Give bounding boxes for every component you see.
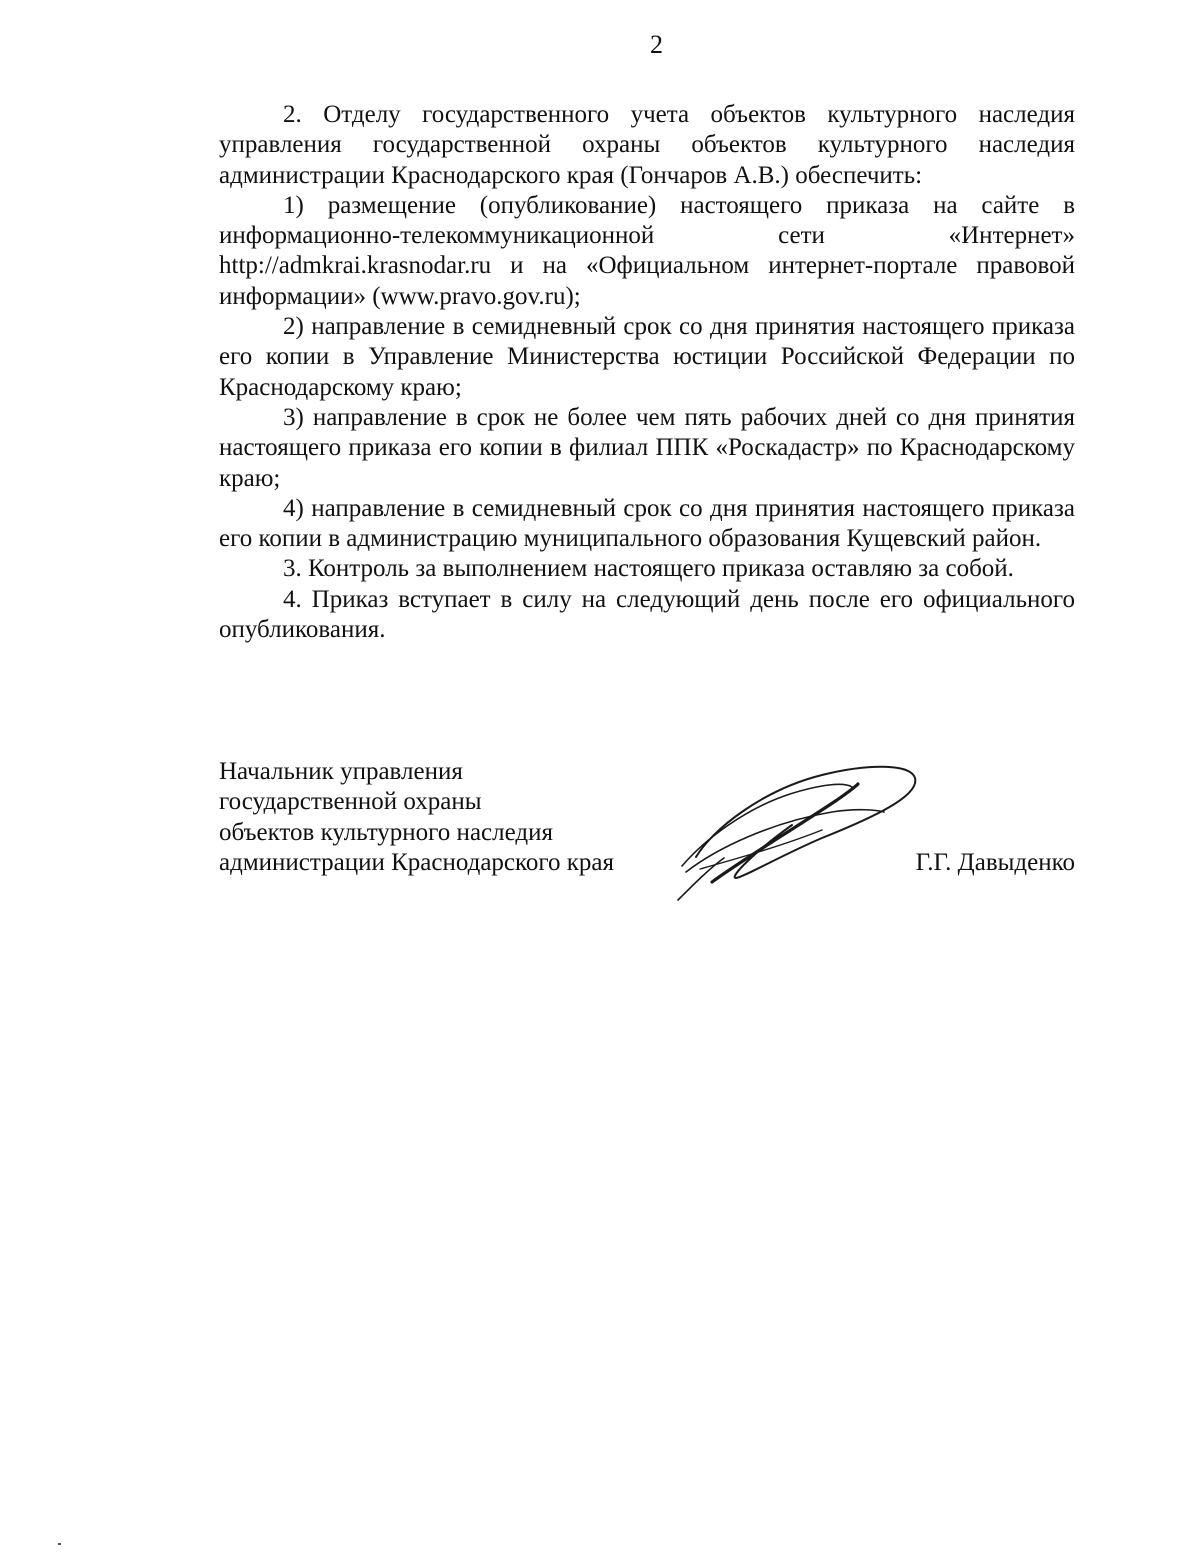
page-number: 2	[650, 30, 663, 59]
paragraph-item-2: 2. Отделу государственного учета объектов культурного наследия управления государственной охраны объектов культурного наследия администрации Краснодарского края (Гончаров А.В.) обеспечить:	[219, 101, 1075, 189]
paragraph-subitem-4: 4) направление в семидневный срок со дня принятия настоящего приказа его копии в администрацию муниципального образования Кущевский район.	[219, 494, 1075, 553]
signatory-title-line: администрации Краснодарского края	[219, 848, 615, 876]
signatory-title-line: Начальник управления	[219, 758, 463, 785]
signatory-name: Г.Г. Давыденко	[915, 849, 1075, 876]
signatory-title-line: объектов культурного наследия	[219, 818, 553, 846]
paragraph-subitem-2: 2) направление в семидневный срок со дня принятия настоящего приказа его копии в Управление Министерства юстиции Российской Федерации по Краснодарскому краю;	[219, 313, 1075, 401]
signatory-title	[219, 757, 649, 878]
paragraph-subitem-3: 3) направление в срок не более чем пять рабочих дней со дня принятия настоящего приказа его копии в филиал ППК «Роскадастр» по Краснодарскому краю;	[219, 403, 1075, 492]
document-body	[219, 100, 1075, 645]
scan-artifact	[58, 1543, 61, 1545]
signatory-title-line: государственной охраны	[219, 788, 482, 816]
handwritten-signature	[672, 760, 922, 905]
paragraph-item-3: 3. Контроль за выполнением настоящего приказа оставляю за собой.	[283, 555, 1014, 583]
paragraph-subitem-1: 1) размещение (опубликование) настоящего приказа на сайте в информационно-телекоммуникационной сети «Интернет» http://admkrai.krasnodar.ru и на «Официальном интернет-портале правовой информации» (www.pravo.gov.ru);	[219, 191, 1075, 310]
paragraph-item-4: 4. Приказ вступает в силу на следующий день после его официального опубликования.	[219, 585, 1075, 644]
